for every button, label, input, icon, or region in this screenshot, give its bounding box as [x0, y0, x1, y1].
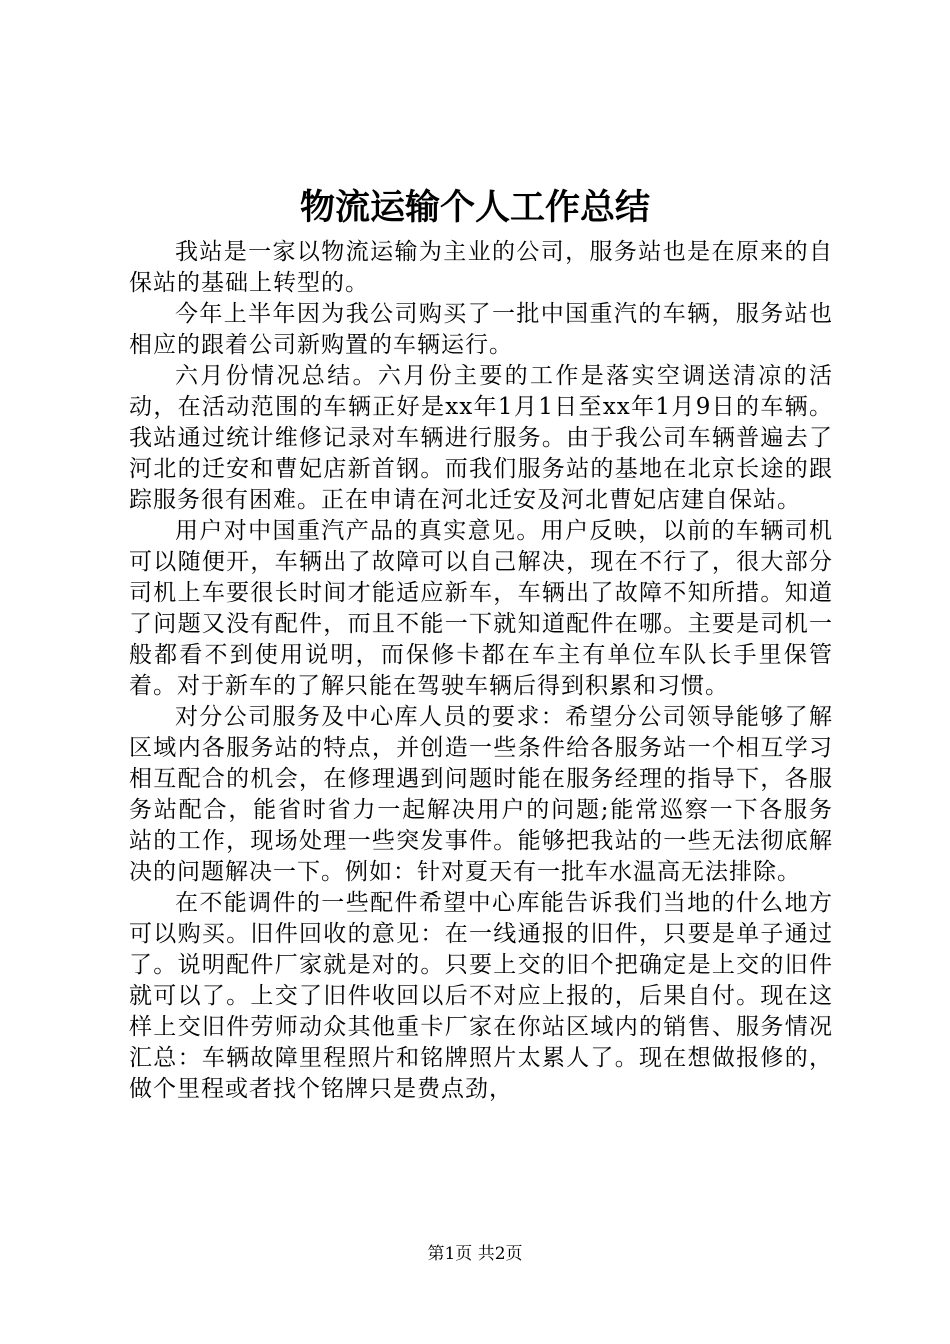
paragraph: 用户对中国重汽产品的真实意见。用户反映，以前的车辆司机可以随便开，车辆出了故障可以自己解决，现在不行了，很大部分司机上车要很长时间才能适应新车，车辆出了故障不知所措。知道了问题又没有配件，而且不能一下就知道配件在哪。主要是司机一般都看不到使用说明，而保修卡都在车主有单位车队长手里保管着。对于新车的了解只能在驾驶车辆后得到积累和习惯。: [129, 518, 833, 699]
paragraph: 对分公司服务及中心库人员的要求：希望分公司领导能够了解区域内各服务站的特点，并创造一些条件给各服务站一个相互学习相互配合的机会，在修理遇到问题时能在服务经理的指导下，各服务站配合，能省时省力一起解决用户的问题;能常巡察一下各服务站的工作，现场处理一些突发事件。能够把我站的一些无法彻底解决的问题解决一下。例如：针对夏天有一批车水温高无法排除。: [129, 704, 833, 885]
paragraph: 在不能调件的一些配件希望中心库能告诉我们当地的什么地方可以购买。旧件回收的意见：在一线通报的旧件，只要是单子通过了。说明配件厂家就是对的。只要上交的旧个把确定是上交的旧件就可以了。上交了旧件收回以后不对应上报的，后果自付。现在这样上交旧件劳师动众其他重卡厂家在你站区域内的销售、服务情况汇总：车辆故障里程照片和铭牌照片太累人了。现在想做报修的，做个里程或者找个铭牌只是费点劲，: [129, 890, 833, 1102]
paragraph: 我站是一家以物流运输为主业的公司，服务站也是在原来的自保站的基础上转型的。: [129, 239, 833, 296]
paragraph: 六月份情况总结。六月份主要的工作是落实空调送清凉的活动，在活动范围的车辆正好是xx年1月1日至xx年1月9日的车辆。我站通过统计维修记录对车辆进行服务。由于我公司车辆普遍去了河北的迁安和曹妃店新首钢。而我们服务站的基地在北京长途的跟踪服务很有困难。正在申请在河北迁安及河北曹妃店建自保站。: [129, 363, 833, 513]
page-title: 物流运输个人工作总结: [299, 187, 650, 228]
paragraph: 今年上半年因为我公司购买了一批中国重汽的车辆，服务站也相应的跟着公司新购置的车辆运行。: [129, 301, 833, 358]
document-body: [129, 237, 833, 1105]
page-footer: 第1页 共2页: [427, 1244, 523, 1264]
